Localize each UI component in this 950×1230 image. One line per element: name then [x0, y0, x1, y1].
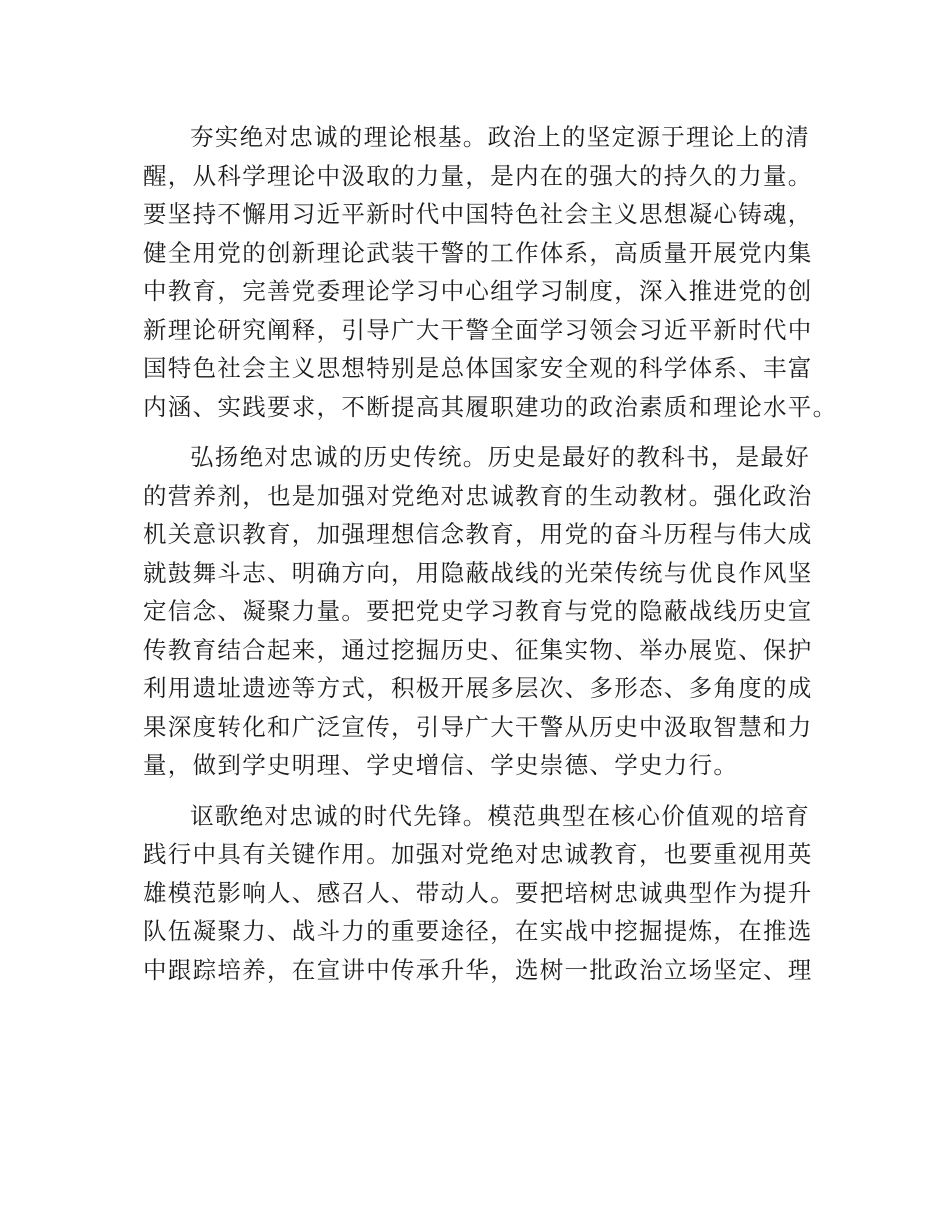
text-line: 果深度转化和广泛宣传，引导广大干警从历史中汲取智慧和力 — [143, 712, 813, 741]
text-line: 中教育，完善党委理论学习中心组学习制度，深入推进党的创 — [143, 277, 813, 305]
text-line: 传教育结合起来，通过挖掘历史、征集实物、举办展览、保护 — [143, 635, 813, 664]
text-line: 利用遗址遗迹等方式，积极开展多层次、多形态、多角度的成 — [143, 674, 813, 702]
text-line: 就鼓舞斗志、明确方向，用隐蔽战线的光荣传统与优良作风坚 — [143, 558, 813, 587]
text-line: 要坚持不懈用习近平新时代中国特色社会主义思想凝心铸魂， — [143, 200, 813, 228]
text-line: 量，做到学史明理、学史增信、学史崇德、学史力行。 — [143, 751, 739, 779]
paragraph-pioneers — [143, 797, 833, 990]
text-line: 机关意识教育，加强理想信念教育，用党的奋斗历程与伟大成 — [143, 520, 813, 548]
text-line: 中跟踪培养，在宣讲中传承升华，选树一批政治立场坚定、理 — [143, 955, 813, 984]
text-line: 队伍凝聚力、战斗力的重要途径，在实战中挖掘提炼，在推选 — [143, 917, 813, 945]
body-text — [143, 118, 838, 1001]
paragraph-history — [143, 438, 833, 785]
text-line: 醒，从科学理论中汲取的力量，是内在的强大的持久的力量。 — [143, 161, 813, 190]
text-line: 定信念、凝聚力量。要把党史学习教育与党的隐蔽战线历史宣 — [143, 597, 813, 625]
text-line: 的营养剂，也是加强对党绝对忠诚教育的生动教材。强化政治 — [143, 481, 813, 510]
text-line: 雄模范影响人、感召人、带动人。要把培树忠诚典型作为提升 — [143, 878, 813, 907]
text-line: 夯实绝对忠诚的理论根基。政治上的坚定源于理论上的清 — [190, 123, 810, 151]
text-line: 国特色社会主义思想特别是总体国家安全观的科学体系、丰富 — [143, 354, 813, 382]
text-line: 内涵、实践要求，不断提高其履职建功的政治素质和理论水平。 — [143, 392, 838, 421]
text-line: 讴歌绝对忠诚的时代先锋。模范典型在核心价值观的培育 — [190, 801, 810, 830]
text-line: 弘扬绝对忠诚的历史传统。历史是最好的教科书，是最好 — [190, 443, 810, 471]
paragraph-theory — [143, 118, 838, 426]
text-line: 新理论研究阐释，引导广大干警全面学习领会习近平新时代中 — [143, 315, 813, 344]
text-line: 健全用党的创新理论武装干警的工作体系，高质量开展党内集 — [143, 238, 813, 267]
text-line: 践行中具有关键作用。加强对党绝对忠诚教育，也要重视用英 — [143, 840, 813, 868]
